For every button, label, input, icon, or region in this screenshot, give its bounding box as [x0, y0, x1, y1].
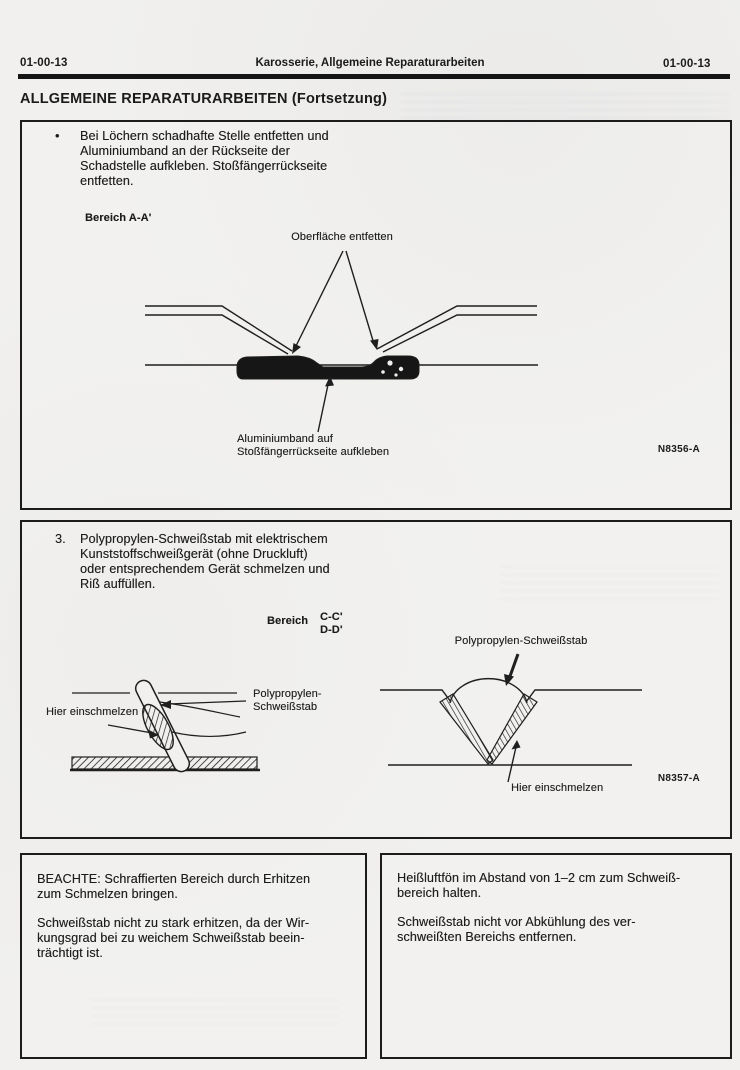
section-area-values — [320, 611, 343, 636]
note-paragraph — [37, 872, 310, 902]
note-paragraph — [37, 916, 309, 961]
text-line: Stoßfängerrückseite aufkleben — [237, 445, 390, 458]
callout-arrow-tape — [318, 376, 334, 432]
text-line: trächtigt ist. — [37, 946, 103, 960]
callout-tape — [237, 433, 389, 458]
text-line: Heißluftfön im Abstand von 1–2 cm zum Schweiß- — [397, 871, 681, 885]
callout-arrows-surface — [292, 251, 379, 354]
note-paragraph — [397, 915, 636, 945]
callout-melt-here: Hier einschmelzen — [46, 706, 139, 718]
text-line: zum Schmelzen bringen. — [37, 887, 178, 901]
text-line: Schweißstab — [253, 700, 318, 713]
text-line: Schweißstab nicht zu stark erhitzen, da der Wir- — [37, 916, 310, 930]
text-line: Kunststoffschweißgerät (ohne Druckluft) — [80, 547, 308, 561]
callout-rod — [253, 688, 322, 713]
note-panel-left — [20, 853, 367, 1059]
callout-melt-here: Hier einschmelzen — [511, 782, 604, 794]
page-number-right: 01-00-13 — [663, 58, 711, 70]
header-rule — [18, 74, 730, 79]
instruction-text — [80, 532, 330, 592]
text-line: BEACHTE: Schraffierten Bereich durch Erhitzen — [37, 872, 311, 886]
text-line: Bei Löchern schadhafte Stelle entfetten und — [80, 129, 329, 143]
panel-welding-rod — [20, 520, 732, 839]
groove-hatched-bands — [440, 694, 537, 764]
bullet: • — [55, 129, 60, 143]
figure-rod-melting — [60, 665, 370, 790]
text-line: Polypropylen-Schweißstab mit elektrischem — [80, 532, 328, 546]
text-line: kungsgrad bei zu weichem Schweißstab beein- — [37, 931, 305, 945]
rod-dome — [450, 679, 527, 703]
text-line: bereich halten. — [397, 886, 482, 900]
note-panel-right — [380, 853, 732, 1059]
callout-rod: Polypropylen-Schweißstab — [454, 635, 588, 647]
text-line: Aluminiumband an der Rückseite der — [80, 144, 290, 158]
figure-number: N8356-A — [657, 444, 700, 455]
text-line: oder entsprechendem Gerät schmelzen und — [80, 562, 330, 576]
figure-number: N8357-A — [657, 773, 700, 784]
text-line: entfetten. — [80, 174, 134, 188]
text-line: C-C' — [320, 611, 343, 623]
aluminum-tape-shape — [237, 356, 419, 379]
base-material-hatched — [72, 757, 257, 769]
panel-aluminum-tape — [20, 120, 732, 510]
callout-degrease-surface: Oberfläche entfetten — [291, 231, 393, 243]
callout-arrow-melt — [508, 740, 521, 782]
note-paragraph — [397, 871, 680, 901]
section-area-label: Bereich A-A' — [85, 212, 152, 224]
text-line: Riß auffüllen. — [80, 577, 156, 591]
running-header: Karosserie, Allgemeine Reparaturarbeiten — [255, 57, 485, 69]
text-line: Schadstelle aufkleben. Stoßfängerrückseite — [80, 159, 328, 173]
text-line: Aluminiumband auf — [237, 433, 333, 445]
section-area-label: Bereich — [267, 615, 309, 627]
page-title: ALLGEMEINE REPARATURARBEITEN (Fortsetzung) — [20, 91, 388, 107]
callout-arrow-rod — [504, 654, 518, 686]
text-line: schweißten Bereichs entfernen. — [397, 930, 577, 944]
instruction-text — [80, 129, 329, 189]
scan-artifact — [400, 93, 730, 119]
bumper-surface-lines — [145, 306, 538, 365]
figure-bumper-cross-section — [140, 240, 680, 440]
page-number-left: 01-00-13 — [20, 57, 68, 69]
text-line: Schweißstab nicht vor Abkühlung des ver- — [397, 915, 636, 929]
text-line: Polypropylen- — [253, 688, 322, 700]
text-line: D-D' — [320, 623, 343, 636]
step-number: 3. — [55, 532, 66, 546]
